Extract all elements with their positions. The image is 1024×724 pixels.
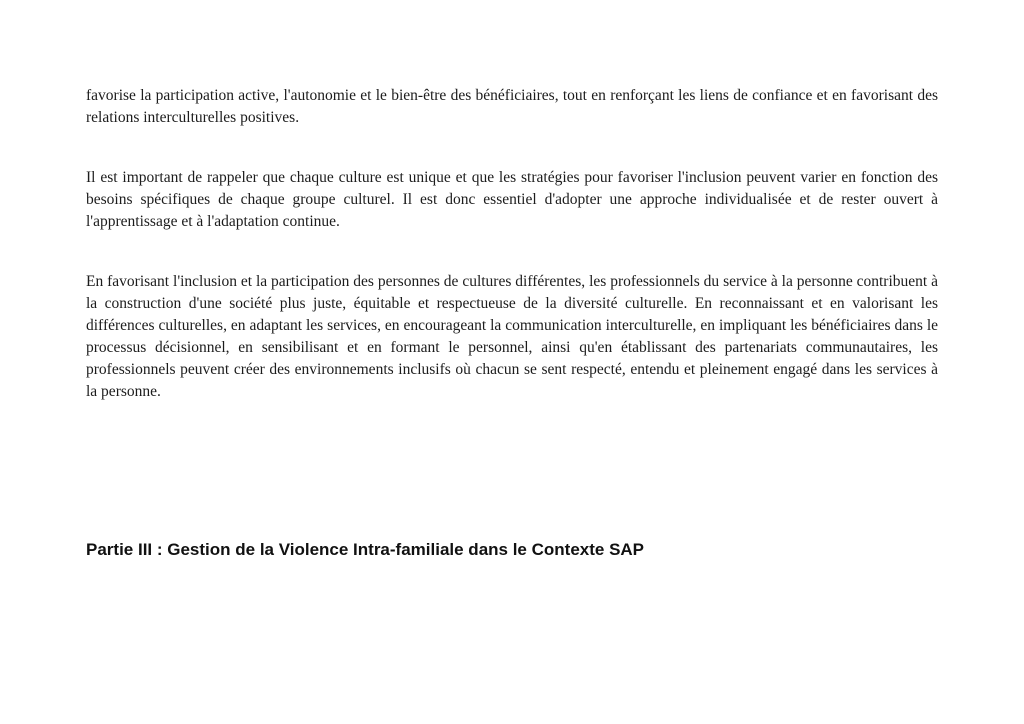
document-content: [86, 85, 938, 562]
paragraph-inclusion-benefits: favorise la participation active, l'autonomie et le bien-être des bénéficiaires, tout en renforçant les liens de confiance et en favorisant des relations interculturelles positives.: [86, 87, 938, 126]
paragraph-inclusive-environments: En favorisant l'inclusion et la participation des personnes de cultures différentes, les professionnels du service à la personne contribuent à la construction d'une société plus juste, équitable et respectueuse de la diversité culturelle. En reconnaissant et en valorisant les différences culturelles, en adaptant les services, en encourageant la communication interculturelle, en impliquant les bénéficiaires dans le processus décisionnel, en sensibilisant et en formant le personnel, ainsi qu'en établissant des partenariats communautaires, les professionnels peuvent créer des environnements inclusifs où chacun se sent respecté, entendu et pleinement engagé dans les services à la personne.: [86, 273, 938, 400]
section-heading-partie-iii: Partie III : Gestion de la Violence Intra-familiale dans le Contexte SAP: [86, 540, 645, 559]
paragraph-culture-unique: Il est important de rappeler que chaque culture est unique et que les stratégies pour favoriser l'inclusion peuvent varier en fonction des besoins spécifiques de chaque groupe culturel. Il est donc essentiel d'adopter une approche individualisée et de rester ouvert à l'apprentissage et à l'adaptation continue.: [86, 169, 938, 230]
